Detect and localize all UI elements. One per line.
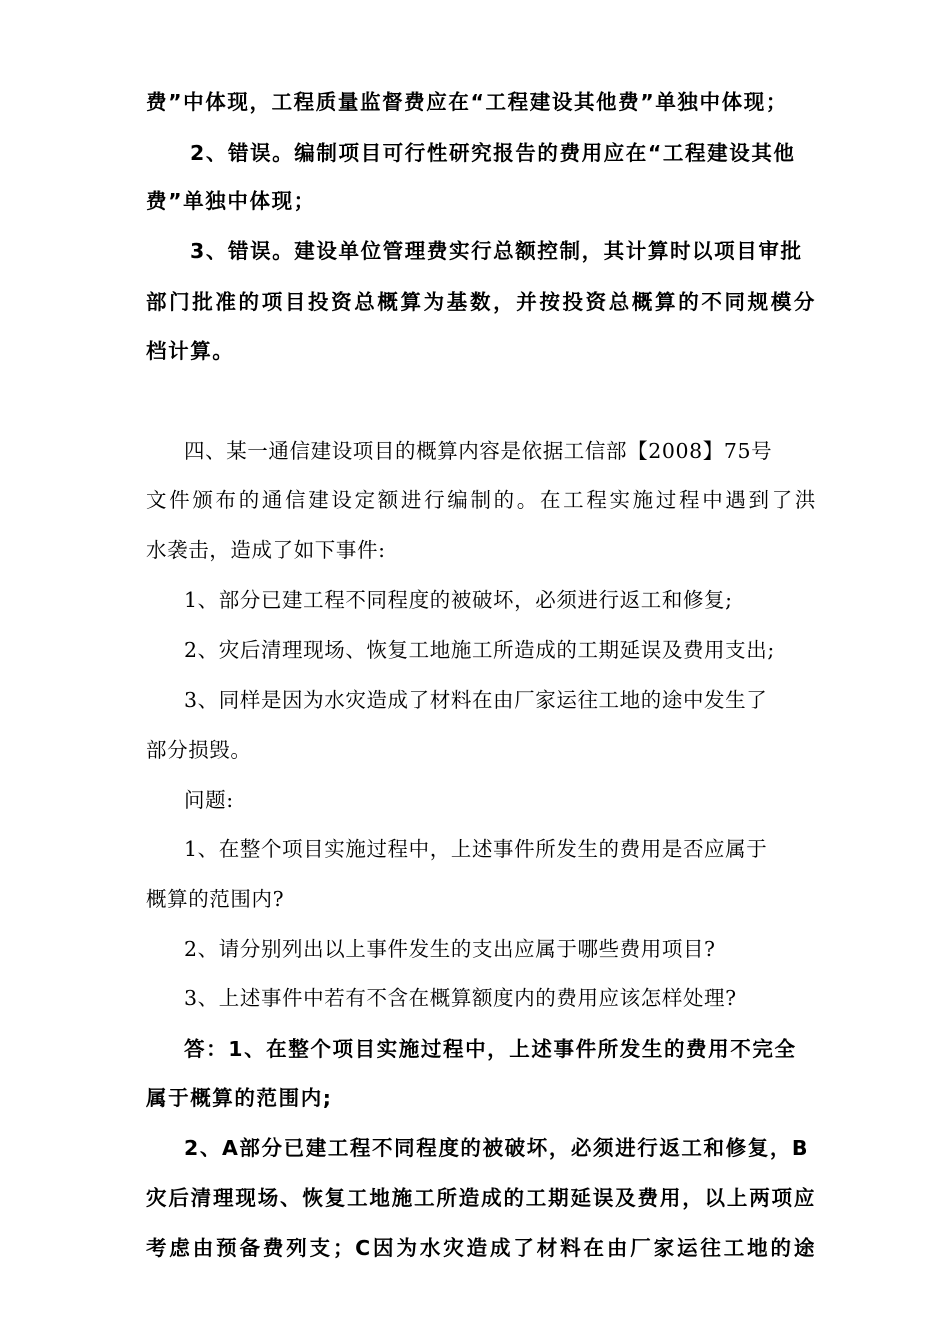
question4-event2: 2、灾后清理现场、恢复工地施工所造成的工期延误及费用支出; bbox=[184, 638, 775, 662]
question4-q3: 3、上述事件中若有不含在概算额度内的费用应该怎样处理? bbox=[184, 986, 737, 1010]
answer3-item2-line1: 2、错误。编制项目可行性研究报告的费用应在“工程建设其他 bbox=[190, 141, 796, 165]
answer4-a1-line1: 答：1、在整个项目实施过程中，上述事件所发生的费用不完全 bbox=[184, 1037, 797, 1061]
question4-intro-line2: 文件颁布的通信建设定额进行编制的。在工程实施过程中遇到了洪 bbox=[146, 488, 816, 512]
answer4-a1-line2: 属于概算的范围内; bbox=[146, 1086, 333, 1110]
question4-event3-line1: 3、同样是因为水灾造成了材料在由厂家运往工地的途中发生了 bbox=[184, 688, 768, 712]
questions-label: 问题: bbox=[184, 788, 234, 812]
question4-event3-line2: 部分损毁。 bbox=[146, 738, 252, 762]
question4-intro-line1: 四、某一通信建设项目的概算内容是依据工信部【2008】75号 bbox=[184, 439, 773, 463]
question4-q1-line1: 1、在整个项目实施过程中，上述事件所发生的费用是否应属于 bbox=[184, 837, 768, 861]
answer3-item3-line3: 档计算。 bbox=[146, 339, 235, 363]
question4-q1-line2: 概算的范围内? bbox=[146, 887, 285, 911]
answer3-continuation-line: 费”中体现，工程质量监督费应在“工程建设其他费”单独中体现； bbox=[146, 90, 788, 114]
question4-q2: 2、请分别列出以上事件发生的支出应属于哪些费用项目? bbox=[184, 937, 716, 961]
answer4-a2-line1: 2、A部分已建工程不同程度的被破坏，必须进行返工和修复，B bbox=[184, 1136, 810, 1160]
answer4-a2-line3: 考虑由预备费列支；C因为水灾造成了材料在由厂家运往工地的途 bbox=[146, 1236, 816, 1260]
answer3-item3-line1: 3、错误。建设单位管理费实行总额控制，其计算时以项目审批 bbox=[190, 239, 803, 263]
answer3-item3-line2: 部门批准的项目投资总概算为基数，并按投资总概算的不同规模分 bbox=[146, 290, 816, 314]
question4-intro-line3: 水袭击，造成了如下事件: bbox=[146, 538, 386, 562]
answer4-a2-line2: 灾后清理现场、恢复工地施工所造成的工期延误及费用，以上两项应 bbox=[146, 1186, 816, 1210]
question4-event1: 1、部分已建工程不同程度的被破坏，必须进行返工和修复; bbox=[184, 588, 733, 612]
answer3-item2-line2: 费”单独中体现； bbox=[146, 189, 316, 213]
